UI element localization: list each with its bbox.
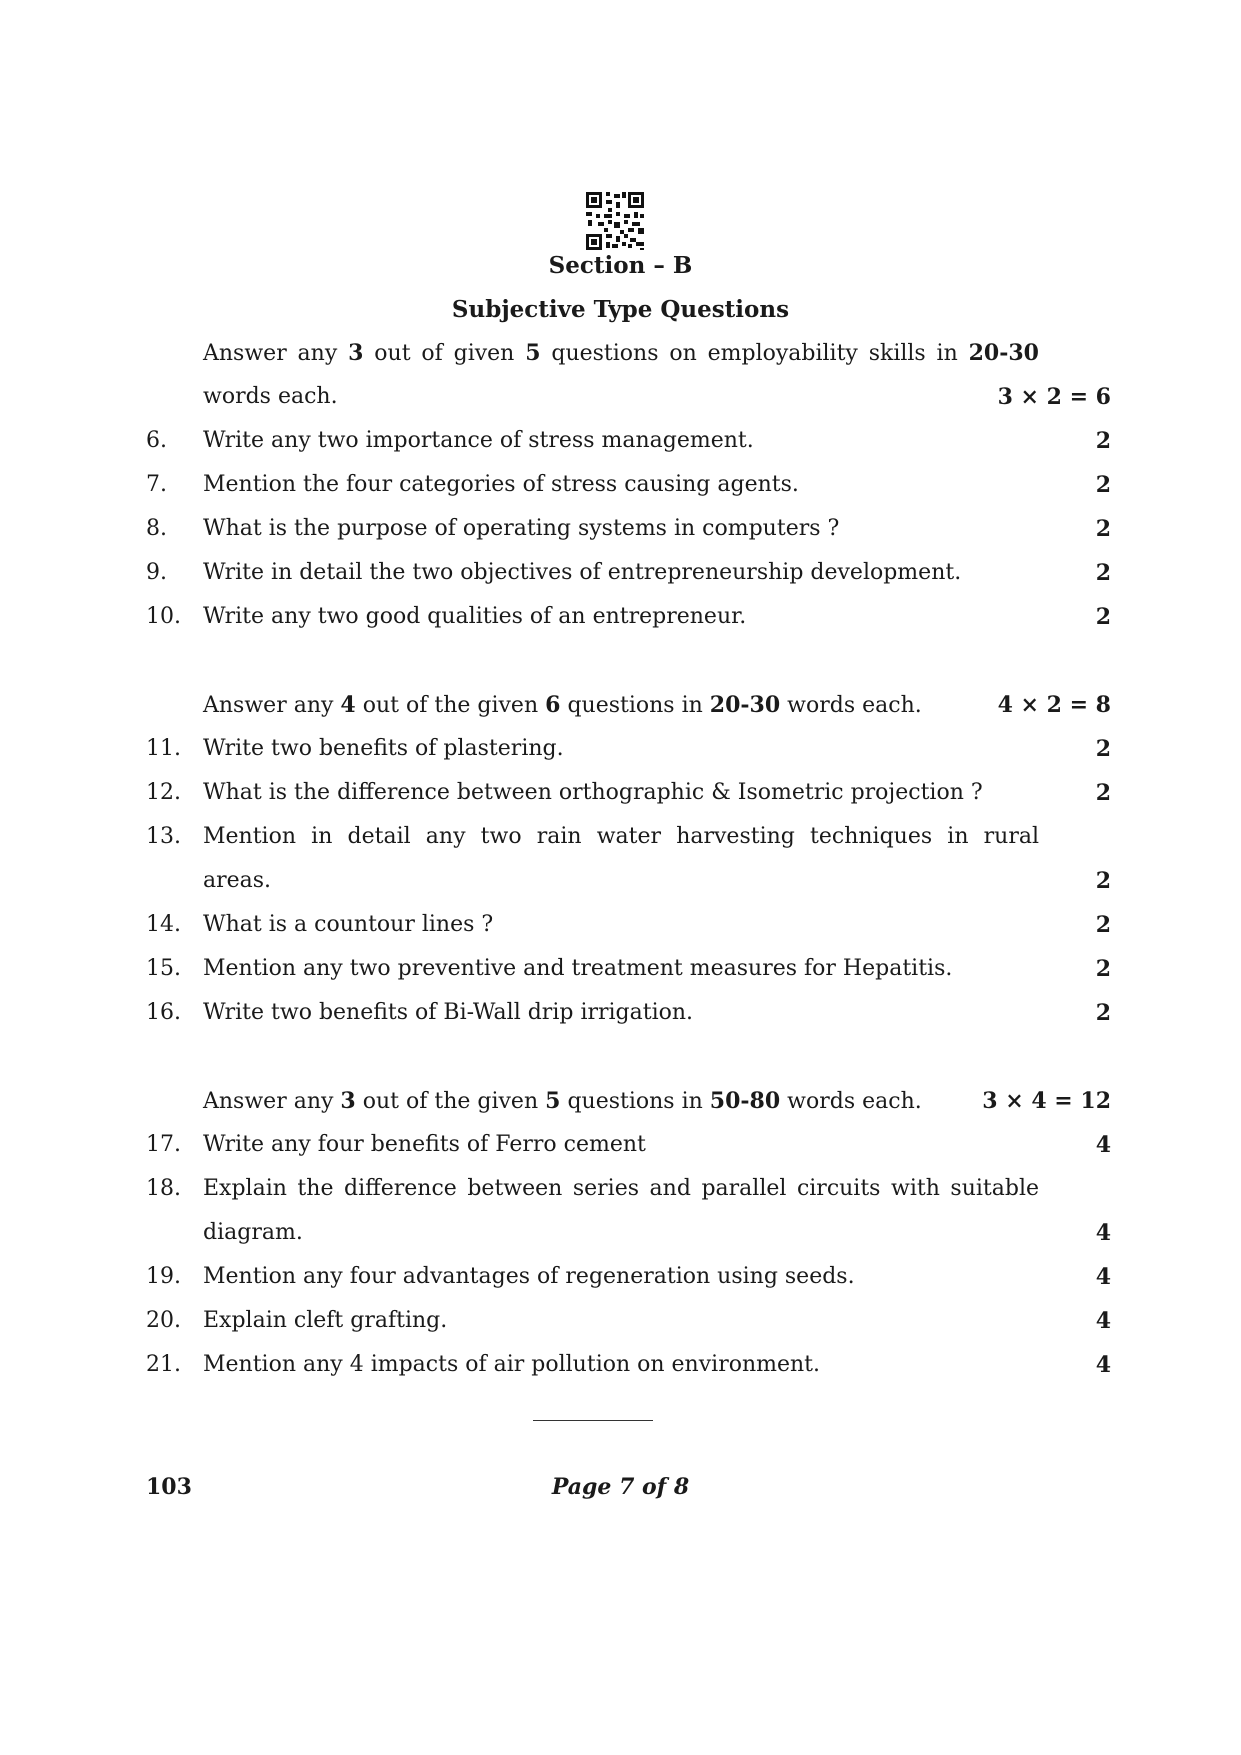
question-item: 11. Write two benefits of plastering. 2: [146, 736, 1111, 762]
question-item: 19. Mention any four advantages of regeneration using seeds. 4: [146, 1264, 1111, 1290]
question-item: 12. What is the difference between orthographic & Isometric projection ? 2: [146, 780, 1111, 806]
question-item: 14. What is a countour lines ? 2: [146, 912, 1111, 938]
block1-instruction-cont: words each. 3 × 2 = 6: [203, 384, 1111, 410]
question-item: 10. Write any two good qualities of an entrepreneur. 2: [146, 604, 1111, 630]
qr-code-icon: [584, 190, 646, 252]
page-number: Page 7 of 8: [551, 1474, 690, 1500]
question-item: 9. Write in detail the two objectives of entrepreneurship development. 2: [146, 560, 1111, 586]
question-item: 17. Write any four benefits of Ferro cement 4: [146, 1132, 1111, 1158]
question-item: 8. What is the purpose of operating systems in computers ? 2: [146, 516, 1111, 542]
section-subtitle: Subjective Type Questions: [451, 296, 790, 323]
question-item: 6. Write any two importance of stress management. 2: [146, 428, 1111, 454]
question-item: 15. Mention any two preventive and treatment measures for Hepatitis. 2: [146, 956, 1111, 982]
block1-marks: 3 × 2 = 6: [997, 384, 1111, 410]
block2-instruction: Answer any 4 out of the given 6 questions in 20-30 words each. 4 × 2 = 8: [203, 692, 1111, 718]
block1-instruction: Answer any 3 out of given 5 questions on employability skills in 20-30: [203, 340, 1039, 366]
question-item: 20. Explain cleft grafting. 4: [146, 1308, 1111, 1334]
block3-instruction: Answer any 3 out of the given 5 questions in 50-80 words each. 3 × 4 = 12: [203, 1088, 1111, 1114]
question-item: 21. Mention any 4 impacts of air pollution on environment. 4: [146, 1352, 1111, 1378]
question-item: 13. Mention in detail any two rain water harvesting techniques in rural: [146, 824, 1039, 849]
question-item: 7. Mention the four categories of stress causing agents. 2: [146, 472, 1111, 498]
question-item: 18. Explain the difference between series and parallel circuits with suitable: [146, 1176, 1039, 1201]
question-item-cont: areas. 2: [203, 868, 1111, 894]
question-item: 16. Write two benefits of Bi-Wall drip irrigation. 2: [146, 1000, 1111, 1026]
block3-marks: 3 × 4 = 12: [982, 1088, 1111, 1114]
section-title: Section – B: [548, 252, 693, 279]
question-item-cont: diagram. 4: [203, 1220, 1111, 1246]
end-rule: [533, 1420, 653, 1421]
block2-marks: 4 × 2 = 8: [997, 692, 1111, 718]
paper-code: 103: [146, 1474, 192, 1500]
